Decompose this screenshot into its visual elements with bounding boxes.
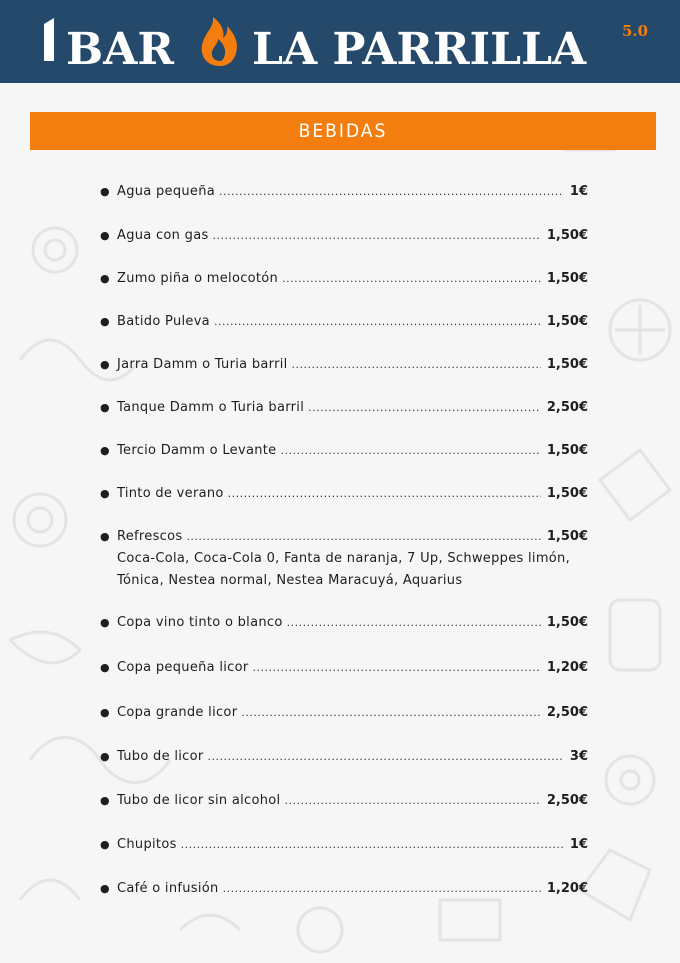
bullet-icon: ●: [100, 530, 110, 543]
dot-leader: [292, 354, 541, 376]
bullet-icon: ●: [100, 272, 110, 285]
dot-leader: [223, 878, 541, 900]
dot-leader: [287, 612, 541, 634]
dot-leader: [219, 181, 564, 203]
menu-item-price: 2,50€: [546, 705, 588, 720]
menu-item: [100, 702, 588, 724]
section-title: BEBIDAS: [298, 120, 388, 142]
menu-item-name: Copa grande licor: [117, 705, 238, 720]
menu-item: [100, 526, 588, 592]
menu-item-price: 1,50€: [546, 228, 588, 243]
menu-item-price: 1€: [569, 837, 588, 852]
menu-item-name: Agua con gas: [117, 228, 209, 243]
menu-item-row: [100, 483, 588, 505]
dot-leader: [208, 746, 564, 768]
menu-item-name: Jarra Damm o Turia barril: [117, 357, 288, 372]
menu-item-price: 1,20€: [546, 660, 588, 675]
menu-item-name: Refrescos: [117, 529, 183, 544]
menu-item-name: Tanque Damm o Turia barril: [117, 400, 305, 415]
menu-item-price: 1,50€: [546, 615, 588, 630]
bullet-icon: ●: [100, 444, 110, 457]
dot-leader: [213, 225, 541, 247]
menu-item-row: [100, 225, 588, 247]
brand-left-word: BAR: [66, 24, 174, 75]
menu-item-row: [100, 834, 588, 856]
dot-leader: [228, 483, 541, 505]
bullet-icon: ●: [100, 661, 110, 674]
menu-item-row: [100, 354, 588, 376]
dot-leader: [308, 397, 541, 419]
menu-item: [100, 397, 588, 419]
dot-leader: [186, 526, 540, 548]
menu-item-row: [100, 397, 588, 419]
menu-item-price: 2,50€: [546, 793, 588, 808]
menu-item-name: Agua pequeña: [117, 184, 216, 199]
brand-right-word: LA PARRILLA: [252, 24, 587, 75]
bullet-icon: ●: [100, 229, 110, 242]
menu-item: [100, 483, 588, 505]
bullet-icon: ●: [100, 750, 110, 763]
menu-item-price: 1€: [569, 184, 588, 199]
bullet-icon: ●: [100, 616, 110, 629]
dot-leader: [282, 268, 541, 290]
menu-item-name: Chupitos: [117, 837, 177, 852]
menu-item-price: 1,50€: [546, 271, 588, 286]
menu-item: [100, 440, 588, 462]
dot-leader: [284, 790, 540, 812]
bullet-icon: ●: [100, 882, 110, 895]
bullet-icon: ●: [100, 358, 110, 371]
menu-item-details: Tónica, Nestea normal, Nestea Maracuyá, Aquarius: [117, 573, 463, 588]
menu-item-row: [100, 311, 588, 333]
menu-item-price: 1,20€: [546, 881, 588, 896]
menu-item-price: 3€: [569, 749, 588, 764]
menu-item: [100, 657, 588, 679]
menu-item-name: Copa pequeña licor: [117, 660, 249, 675]
menu-item-name: Zumo piña o melocotón: [117, 271, 279, 286]
menu-item-price: 2,50€: [546, 400, 588, 415]
menu-item: [100, 878, 588, 900]
menu-item-price: 1,50€: [546, 486, 588, 501]
menu-item-row: [100, 612, 588, 634]
menu-item-row: [100, 268, 588, 290]
menu-item: [100, 612, 588, 634]
bullet-icon: ●: [100, 838, 110, 851]
menu-item-row: [100, 181, 588, 203]
brand-version: 5.0: [622, 22, 649, 40]
menu-item-name: Batido Puleva: [117, 314, 210, 329]
dot-leader: [181, 834, 564, 856]
bullet-icon: ●: [100, 794, 110, 807]
menu-item-row: [100, 702, 588, 724]
menu-item-row: [100, 790, 588, 812]
menu-item: [100, 225, 588, 247]
bullet-icon: ●: [100, 487, 110, 500]
menu-item-row: [100, 440, 588, 462]
menu-item-name: Tubo de licor: [117, 749, 204, 764]
menu-item: [100, 354, 588, 376]
menu-item-name: Tinto de verano: [117, 486, 224, 501]
menu-item: [100, 311, 588, 333]
menu-item: [100, 834, 588, 856]
menu-item-row: [100, 878, 588, 900]
bullet-icon: ●: [100, 401, 110, 414]
menu-item-details: Coca-Cola, Coca-Cola 0, Fanta de naranja, 7 Up, Schweppes limón,: [117, 551, 571, 566]
menu-item-price: 1,50€: [546, 529, 588, 544]
bullet-icon: ●: [100, 315, 110, 328]
bullet-icon: ●: [100, 706, 110, 719]
menu-item-price: 1,50€: [546, 357, 588, 372]
menu-item-price: 1,50€: [546, 314, 588, 329]
menu-item-name: Tubo de licor sin alcohol: [117, 793, 281, 808]
menu-item-price: 1,50€: [546, 443, 588, 458]
menu-item: [100, 790, 588, 812]
menu-item: [100, 181, 588, 203]
menu-item: [100, 268, 588, 290]
menu-item-name: Café o infusión: [117, 881, 219, 896]
menu-item-row: [100, 526, 588, 548]
dot-leader: [253, 657, 541, 679]
dot-leader: [241, 702, 541, 724]
menu-item-name: Tercio Damm o Levante: [117, 443, 277, 458]
bullet-icon: ●: [100, 185, 110, 198]
dot-leader: [280, 440, 540, 462]
menu-item-row: [100, 746, 588, 768]
menu-item: [100, 746, 588, 768]
menu-item-row: [100, 657, 588, 679]
dot-leader: [214, 311, 541, 333]
menu-item-name: Copa vino tinto o blanco: [117, 615, 283, 630]
